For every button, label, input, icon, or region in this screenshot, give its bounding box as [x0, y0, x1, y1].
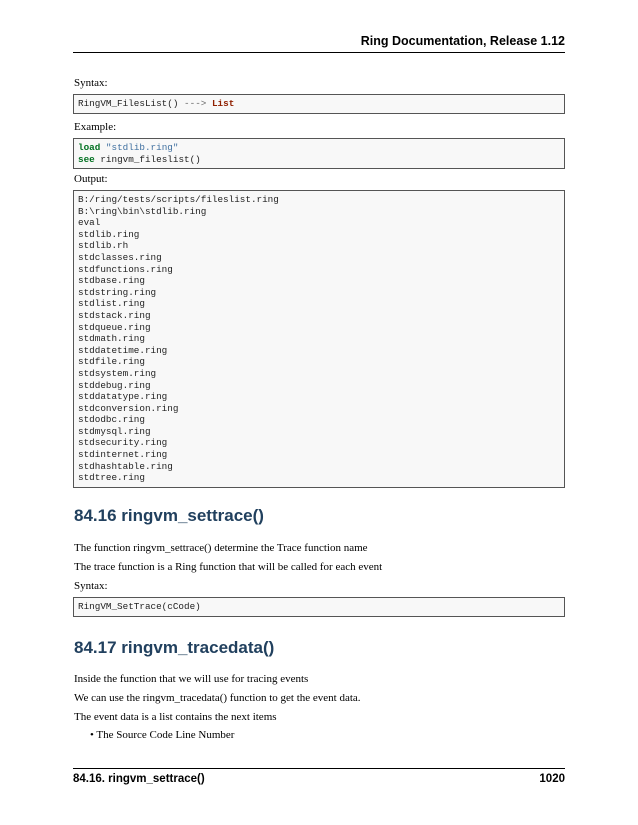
- output-line: stdlib.ring: [78, 228, 140, 240]
- settrace-paragraph-2: The trace function is a Ring function that will be called for each event: [74, 561, 383, 573]
- code-keyword-load: load: [78, 142, 101, 153]
- code-function: RingVM_FilesList(): [78, 98, 179, 109]
- output-line: stdlib.rh: [78, 240, 129, 252]
- page-header: [73, 30, 565, 53]
- syntax-label: Syntax:: [74, 77, 108, 89]
- output-line: stdconversion.ring: [78, 402, 179, 414]
- output-line: stdodbc.ring: [78, 414, 145, 426]
- settrace-paragraph-1: The function ringvm_settrace() determine the Trace function name: [74, 542, 368, 554]
- output-line: stdsystem.ring: [78, 367, 157, 379]
- output-line: stdsecurity.ring: [78, 437, 168, 449]
- output-line: stdlist.ring: [78, 298, 145, 310]
- code-arrow: --->: [184, 98, 207, 109]
- settrace-syntax-label: Syntax:: [74, 580, 108, 592]
- output-line: stddatatype.ring: [78, 391, 168, 403]
- output-line: stddebug.ring: [78, 379, 151, 391]
- output-line: B:/ring/tests/scripts/fileslist.ring: [78, 194, 279, 205]
- output-code-block: [73, 190, 565, 488]
- page-footer: [73, 768, 565, 789]
- output-line: stdmysql.ring: [78, 425, 151, 437]
- tracedata-paragraph-2: We can use the ringvm_tracedata() function to get the event data.: [74, 692, 361, 704]
- output-label: Output:: [74, 173, 108, 185]
- tracedata-paragraph-1: Inside the function that we will use for tracing events: [74, 673, 309, 685]
- output-line: eval: [78, 217, 101, 229]
- output-line: stdtree.ring: [78, 472, 145, 484]
- page-number: 1020: [539, 773, 565, 785]
- header-title: Ring Documentation, Release 1.12: [360, 34, 565, 48]
- tracedata-paragraph-3: The event data is a list contains the next items: [74, 711, 277, 723]
- code-return-type: List: [211, 98, 235, 109]
- output-line: stdstring.ring: [78, 286, 157, 298]
- output-line: stdclasses.ring: [78, 251, 162, 263]
- code-keyword-see: see: [78, 153, 95, 165]
- output-line: stdfunctions.ring: [78, 263, 173, 275]
- output-line: stddatetime.ring: [78, 344, 168, 356]
- code-call: ringvm_fileslist(): [100, 153, 201, 165]
- output-line: stdmath.ring: [78, 333, 145, 345]
- output-line: stdhashtable.ring: [78, 460, 173, 472]
- section-heading-tracedata: 84.17 ringvm_tracedata(): [74, 638, 275, 657]
- footer-section: 84.16. ringvm_settrace(): [73, 773, 205, 785]
- output-line: B:\ring\bin\stdlib.ring: [78, 205, 207, 217]
- output-line: stdqueue.ring: [78, 321, 151, 333]
- output-line: stdstack.ring: [78, 309, 151, 321]
- example-label: Example:: [74, 121, 117, 133]
- output-line: stdfile.ring: [78, 356, 145, 368]
- syntax-code-block: [73, 94, 565, 114]
- output-line: stdinternet.ring: [78, 449, 168, 461]
- output-line: stdbase.ring: [78, 275, 145, 287]
- list-item: • The Source Code Line Number: [90, 729, 235, 741]
- example-code-block: [73, 138, 565, 169]
- code-string: "stdlib.ring": [105, 142, 179, 153]
- section-heading-settrace: 84.16 ringvm_settrace(): [74, 506, 264, 525]
- settrace-syntax-code-block: [73, 597, 565, 617]
- settrace-syntax-code: RingVM_SetTrace(cCode): [78, 601, 201, 612]
